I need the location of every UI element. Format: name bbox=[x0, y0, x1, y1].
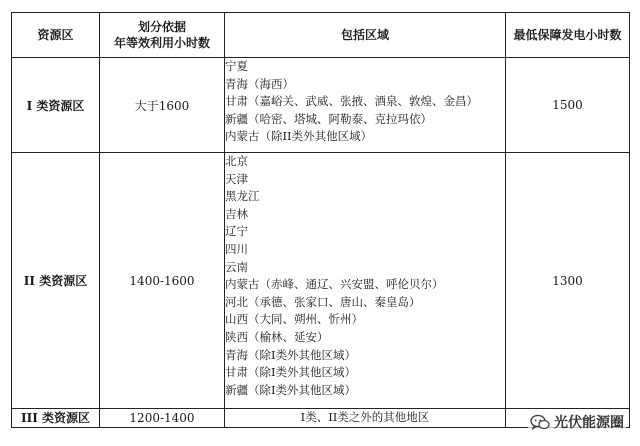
resource-zone-table bbox=[11, 12, 630, 428]
hours-cell: 1500 bbox=[506, 58, 630, 153]
hours-cell: 1300 bbox=[506, 153, 630, 409]
regions-cell: I类、II类之外的其他地区 bbox=[225, 409, 506, 428]
region-line: 宁夏 bbox=[225, 59, 248, 73]
zone-cell: II 类资源区 bbox=[12, 153, 100, 409]
header-zone: 资源区 bbox=[12, 13, 100, 58]
header-hours: 最低保障发电小时数 bbox=[506, 13, 630, 58]
criterion-cell: 1400-1600 bbox=[100, 153, 225, 409]
region-line: 内蒙古（除II类外其他区域） bbox=[225, 129, 373, 144]
region-line: 天津 bbox=[225, 171, 248, 186]
region-line: 青海（除I类外其他区域） bbox=[225, 347, 357, 362]
region-line: 山西（大同、朔州、忻州） bbox=[225, 312, 363, 327]
regions-cell bbox=[225, 58, 506, 153]
zone-cell: III 类资源区 bbox=[12, 409, 100, 428]
region-line: 甘肃（除I类外其他区域） bbox=[225, 365, 357, 380]
wechat-icon bbox=[530, 414, 550, 431]
watermark-text: 光伏能源圈 bbox=[554, 415, 624, 431]
region-line: 云南 bbox=[225, 259, 248, 274]
header-criterion-line1: 划分依据 bbox=[137, 20, 186, 34]
region-line: 陕西（榆林、延安） bbox=[225, 329, 329, 344]
region-line: 吉林 bbox=[225, 206, 248, 221]
regions-cell bbox=[225, 153, 506, 409]
zone-cell: I 类资源区 bbox=[12, 58, 100, 153]
region-line: 黑龙江 bbox=[225, 189, 260, 204]
criterion-cell: 大于1600 bbox=[100, 58, 225, 153]
region-line: 甘肃（嘉峪关、武威、张掖、酒泉、敦煌、金昌） bbox=[225, 94, 478, 109]
table-row bbox=[12, 153, 630, 409]
region-line: 青海（海西） bbox=[225, 76, 294, 91]
watermark bbox=[528, 412, 626, 432]
table-row bbox=[12, 58, 630, 153]
region-line: 新疆（除I类外其他区域） bbox=[225, 382, 357, 397]
region-line: 新疆（哈密、塔城、阿勒泰、克拉玛依） bbox=[225, 111, 432, 126]
region-line: 内蒙古（赤峰、通辽、兴安盟、呼伦贝尔） bbox=[225, 277, 444, 292]
header-criterion bbox=[100, 13, 225, 58]
region-line: 北京 bbox=[225, 154, 248, 168]
region-line: 河北（承德、张家口、唐山、秦皇岛） bbox=[225, 294, 421, 309]
header-regions: 包括区域 bbox=[225, 13, 506, 58]
criterion-cell: 1200-1400 bbox=[100, 409, 225, 428]
region-line: 辽宁 bbox=[225, 224, 248, 239]
header-criterion-line2: 年等效利用小时数 bbox=[113, 36, 210, 50]
table-header-row bbox=[12, 13, 630, 58]
region-line: 四川 bbox=[225, 241, 248, 256]
